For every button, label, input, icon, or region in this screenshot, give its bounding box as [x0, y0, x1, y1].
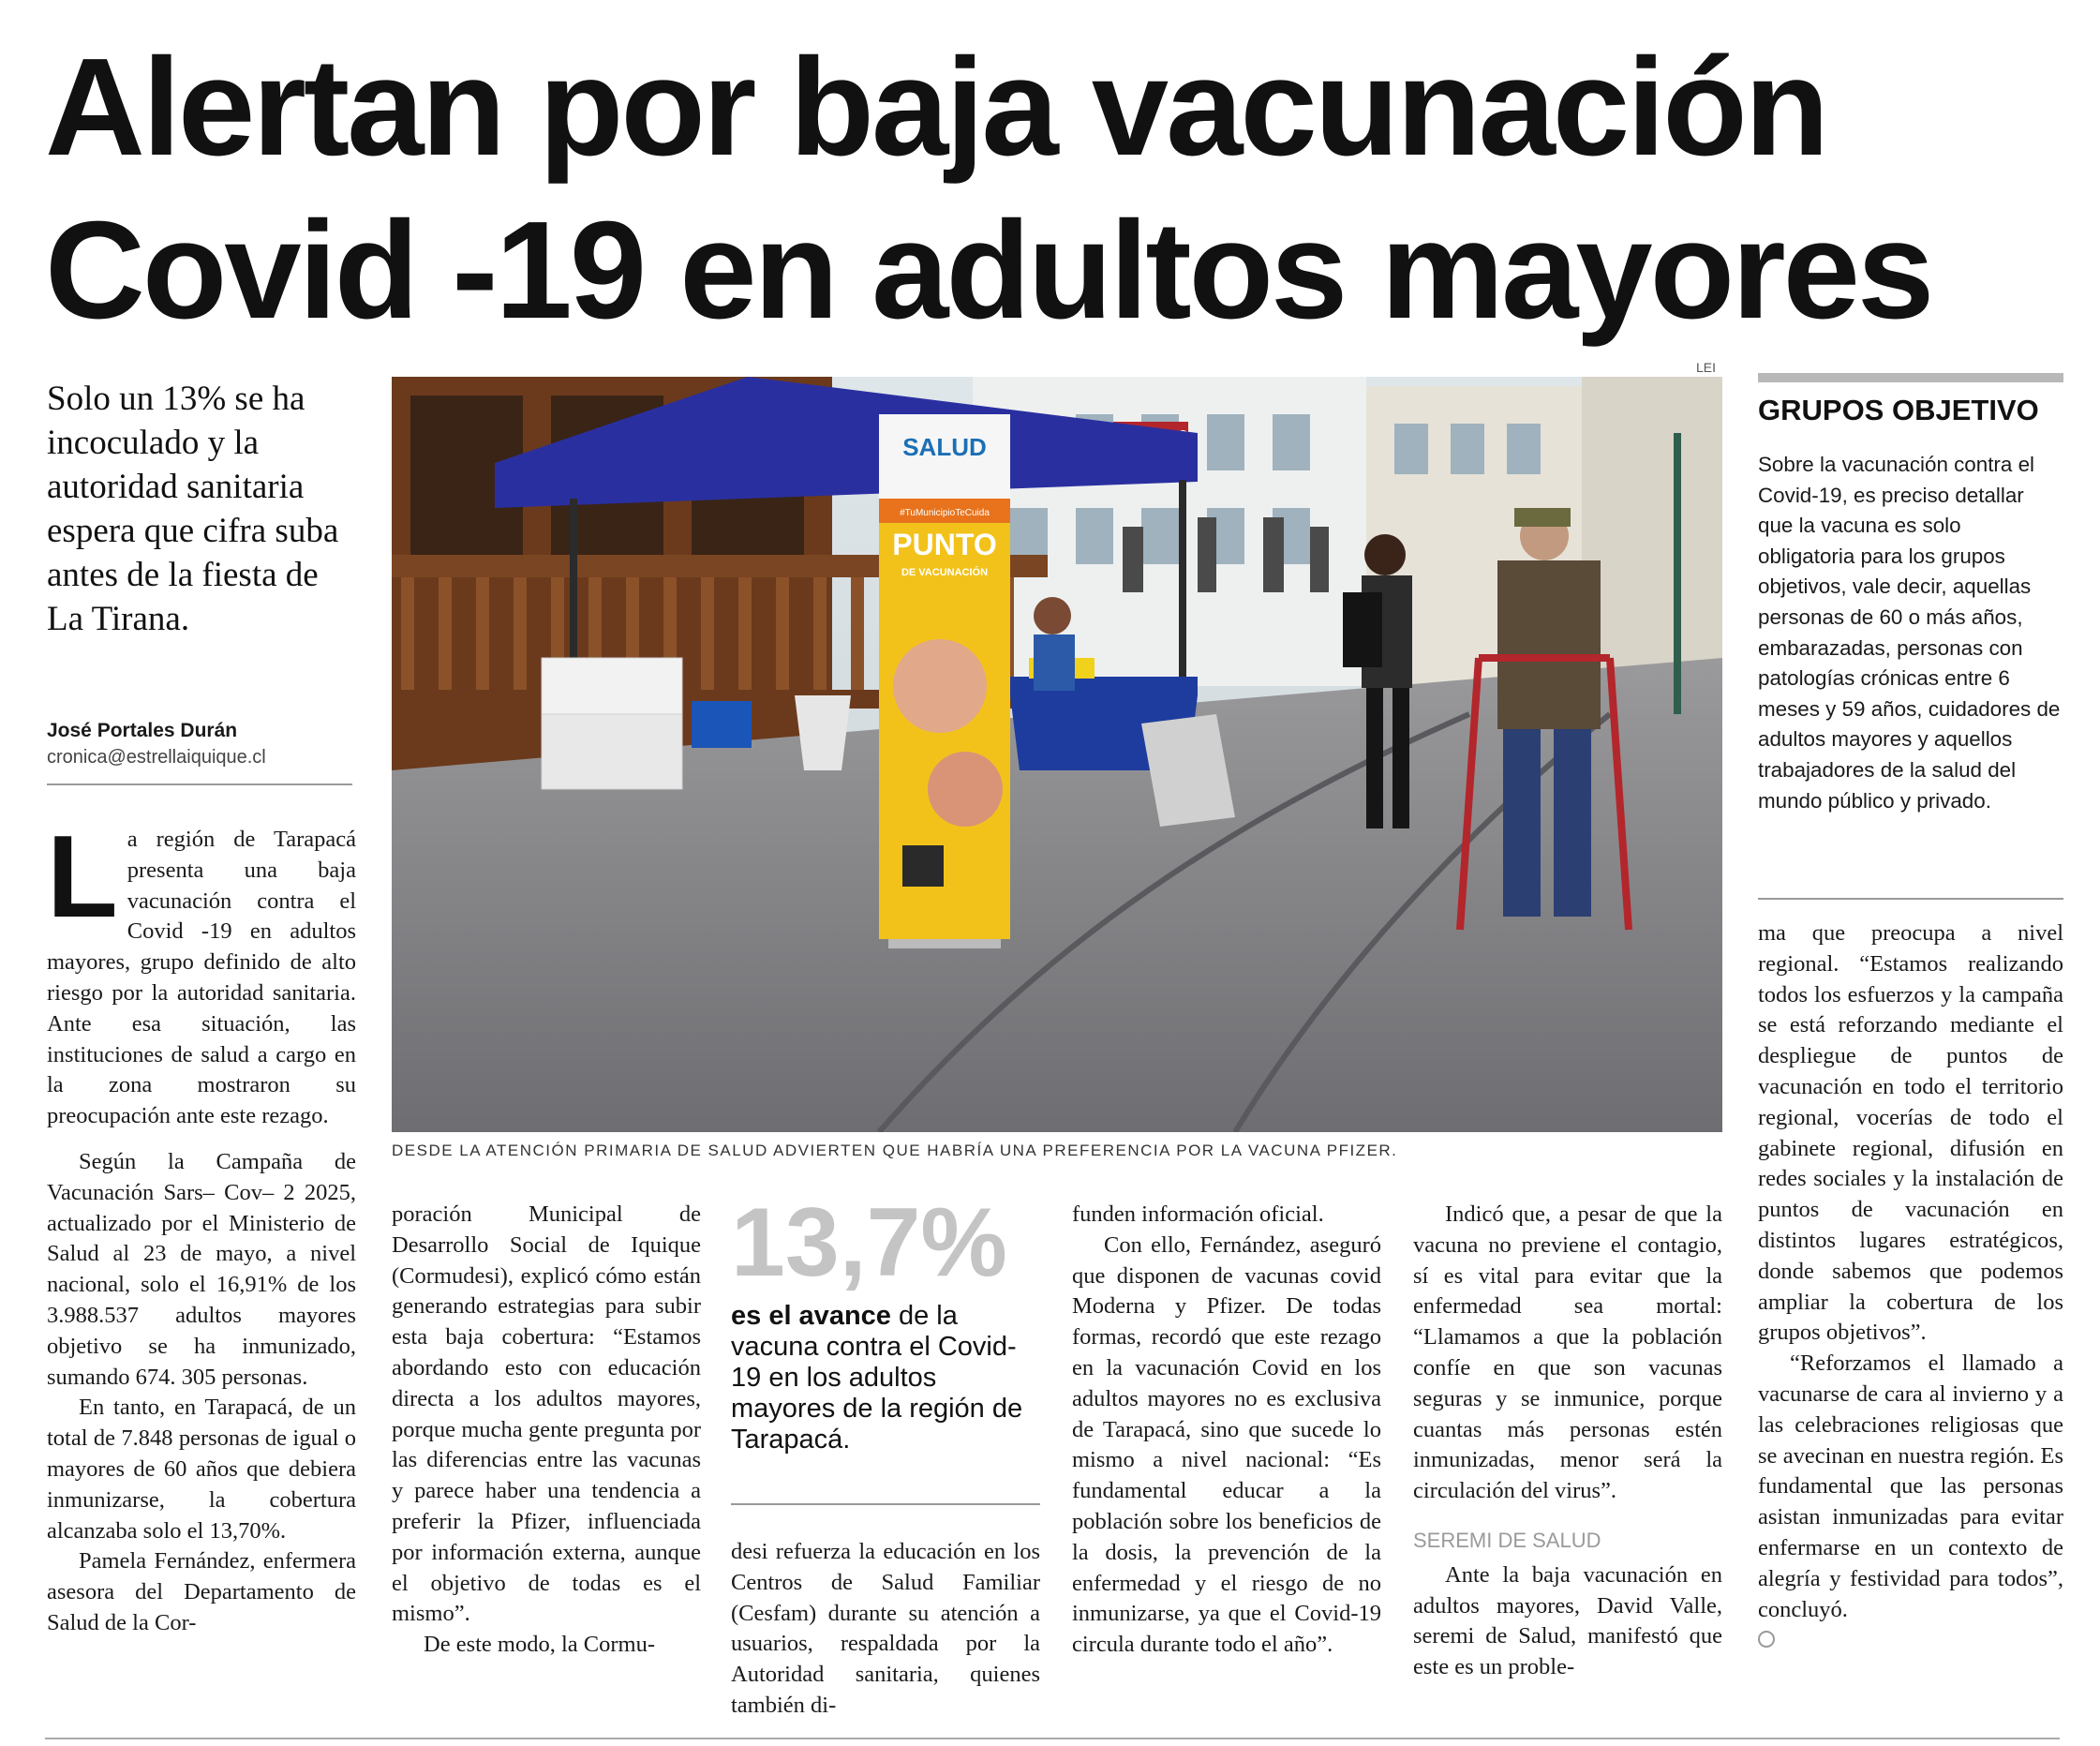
- article-column-6: [1758, 918, 2063, 1657]
- article-paragraph: “Reforzamos el llamado a vacunarse de cara al invierno y a las celebraciones religiosas que se avecinan en nuestra región. Es fundamental que las personas asistan inmunizadas para evitar enfermarse en un contexto de alegría y festividad para todos”, concluyó.: [1758, 1351, 2063, 1622]
- article-paragraph: Pamela Fernández, enfermera asesora del Departamento de Salud de la Cor-: [47, 1548, 356, 1635]
- article-paragraph: Ante la baja vacunación en adultos mayores, David Valle, seremi de Salud, manifestó que este es un proble-: [1413, 1561, 1722, 1680]
- end-mark-icon: [1758, 1631, 1775, 1648]
- stat-callout: [731, 1190, 1040, 1455]
- article-paragraph: [47, 813, 356, 1132]
- crosshead: SEREMI DE SALUD: [1413, 1528, 1601, 1552]
- backpack: [1343, 592, 1382, 667]
- sidebar-top-bar: [1758, 373, 2063, 382]
- article-paragraph: poración Municipal de Desarrollo Social de Iquique (Cormudesi), explicó cómo están generando estrategias para subir esta baja cobertura: “Estamos abordando esto con educación directa a los adultos mayores, porque mucha gente pregunta por las diferencias entre las vacunas y parece haber una tendencia a preferir la Pfizer, influenciada por información externa, aunque el objetivo de todas es el mismo”.: [392, 1201, 701, 1627]
- headline-line-2: Covid -19 en adultos mayores: [45, 193, 1932, 348]
- headline-line-1: Alertan por baja vacunación: [45, 30, 1827, 185]
- article-column-1: [47, 813, 356, 1639]
- byline: [47, 718, 356, 770]
- article-paragraph: Indicó que, a pesar de que la vacuna no previene el contagio, sí es vital para evitar que la enfermedad sea mortal: “Llamamos a que la población confíe en que son vacunas seguras y se inmunice, porque cuantas más personas estén inmunizadas, menor será la circulación del virus”.: [1413, 1201, 1722, 1504]
- stat-divider: [731, 1503, 1040, 1505]
- author-name: José Portales Durán: [47, 720, 238, 741]
- author-email[interactable]: cronica@estrellaiquique.cl: [47, 747, 266, 768]
- sidebar-title: GRUPOS OBJETIVO: [1758, 394, 2039, 426]
- article-paragraph: En tanto, en Tarapacá, de un total de 7.848 personas de igual o mayores de 60 años que debiera inmunizarse, la cobertura alcanzaba solo el 13,70%.: [47, 1395, 356, 1544]
- article-column-5: [1413, 1200, 1722, 1683]
- article-column-4: [1072, 1200, 1381, 1661]
- banner-subtitle: DE VACUNACIÓN: [901, 567, 989, 578]
- banner-tag: #TuMunicipioTeCuida: [900, 508, 990, 518]
- news-photo: [392, 377, 1722, 1132]
- article-paragraph: desi refuerza la educación en los Centros de Salud Familiar (Cesfam) durante su atención a usuarios, respaldada por la Autoridad sanitaria, quienes también di-: [731, 1539, 1040, 1718]
- stat-description: [731, 1301, 1040, 1455]
- photo-credit: LEI: [1696, 360, 1717, 375]
- article-paragraph: Con ello, Fernández, aseguró que disponen de vacunas covid Moderna y Pfizer. De todas formas, recordó que este rezago en la vacunación Covid en los adultos mayores no es exclusiva de Tarapacá, sino que sucede lo mismo a nivel nacional: “Es fundamental educar a la población sobre los beneficios de la dosis, la prevención de la enfermedad y el riesgo de no inmunizarse, ya que el Covid-19 circula durante todo el año”.: [1072, 1231, 1381, 1658]
- byline-divider: [47, 783, 352, 785]
- elderly-man: [1497, 560, 1601, 729]
- photo-caption: DESDE LA ATENCIÓN PRIMARIA DE SALUD ADVIERTEN QUE HABRÍA UNA PREFERENCIA POR LA VACUNA PFIZER.: [392, 1142, 1398, 1159]
- article-column-3: [731, 1537, 1040, 1722]
- banner-brand: SALUD: [902, 433, 987, 461]
- street-vaccination-scene: [392, 377, 1722, 1132]
- article-paragraph: De este modo, la Cormu-: [424, 1632, 655, 1658]
- stat-text-bold: es el avance: [731, 1301, 891, 1331]
- stat-number: 13,7%: [731, 1188, 1007, 1297]
- article-paragraph: ma que preocupa a nivel regional. “Estamos realizando todos los esfuerzos y la campaña se está reforzando mediante el despliegue de puntos de vacunación en todo el territorio regional, vocerías de todo el gabinete regional, difusión en redes sociales y la instalación de puntos de vacunación en distintos lugares estratégicos, donde sabemos que podemos ampliar la cobertura de los grupos objetivos”.: [1758, 920, 2063, 1346]
- headline: [45, 26, 2060, 352]
- drop-cap: L: [47, 813, 118, 942]
- sidebar-divider: [1758, 898, 2063, 900]
- banner-title: PUNTO: [892, 528, 997, 561]
- stat-text-rest: de la vacuna contra el Covid-19 en los adultos mayores de la región de Tarapacá.: [731, 1301, 1023, 1455]
- subhead: Solo un 13% se ha incoculado y la autoridad sanitaria espera que cifra suba antes de la fiesta de La Tirana.: [47, 380, 339, 638]
- page-bottom-rule: [45, 1738, 2060, 1739]
- sidebar-body: Sobre la vacunación contra el Covid-19, es preciso detallar que la vacuna es solo obligatoria para los grupos objetivos, vale decir, aquellas personas de 60 o más años, embarazadas, personas con patologías crónicas entre 6 meses y 59 años, cuidadores de adultos mayores y aquellos trabajadores de la salud del mundo público y privado.: [1758, 453, 2061, 813]
- article-paragraph: funden información oficial.: [1072, 1201, 1324, 1227]
- article-paragraph: Según la Campaña de Vacunación Sars– Cov– 2 2025, actualizado por el Ministerio de Salud al 23 de mayo, a nivel nacional, solo el 16,91% de los 3.988.537 adultos mayores objetivo se ha inmunizado, sumando 674. 305 personas.: [47, 1148, 356, 1390]
- article-column-2: [392, 1200, 701, 1661]
- paragraph-text: a región de Tarapacá presenta una baja vacunación contra el Covid -19 en adultos mayores, grupo definido de alto riesgo por la autoridad sanitaria. Ante esa situación, las instituciones de salud a cargo en la zona mostraron su preocupación ante este rezago.: [47, 827, 356, 1129]
